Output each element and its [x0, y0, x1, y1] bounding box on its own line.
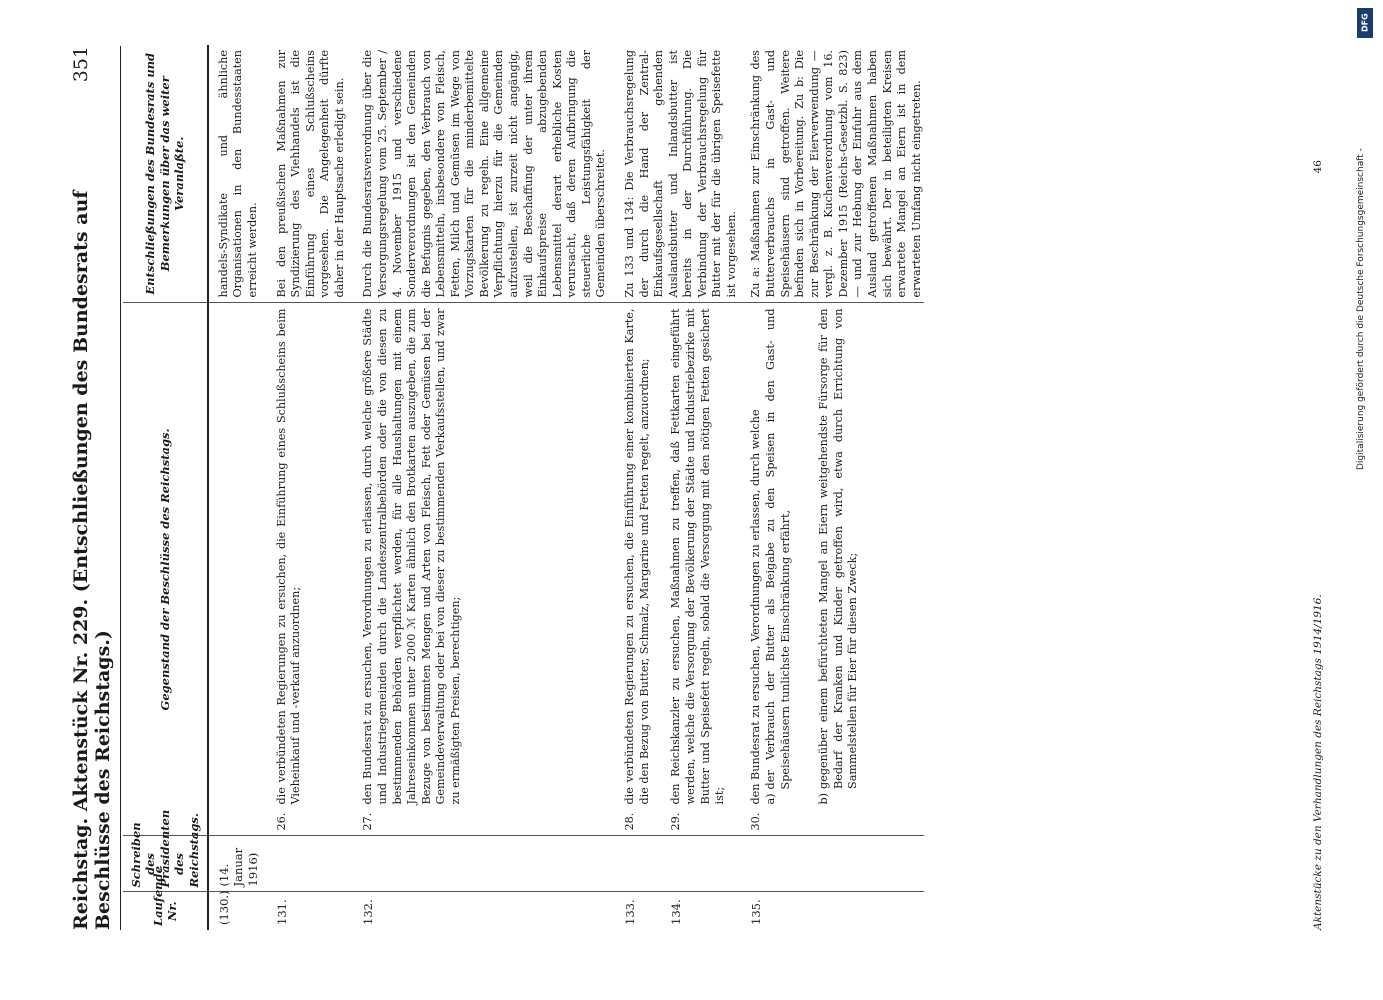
resolution-cell	[739, 303, 924, 836]
table-row	[609, 45, 660, 930]
resolution-text: den Bundesrat zu ersuchen, Verordnungen zu erlassen, durch welche	[749, 409, 763, 805]
resolution-cell	[261, 303, 348, 836]
sub-item-marker: b)	[817, 792, 831, 805]
resolution-number: 27.	[361, 812, 375, 831]
resolution-number: 30.	[749, 812, 763, 831]
resolution-cell	[659, 303, 739, 836]
column-header-letter: Schreiben des Präsidenten des Reichstags.	[123, 836, 208, 892]
resolution-text: die verbündeten Regierungen zu ersuchen, die Einführung einer kombinierten Karte, die den Bezug von Butter, Schmalz, Margarine und Fetten regelt, anzuordnen;	[622, 308, 651, 805]
page-number: 351	[70, 46, 92, 83]
table-row	[261, 45, 348, 930]
sub-item-text: gegenüber einem befürchteten Mangel an Eiern weitgehendste Fürsorge für den Bedarf der Kranken und Kinder getroffen wird, etwa durch Errichtung von Sammelstellen für Eier für diesen Zweck;	[817, 308, 860, 789]
resolution-text: die verbündeten Regierungen zu ersuchen, die Einführung eines Schlußscheins beim Vieheinkauf und -verkauf anzuordnen;	[274, 308, 303, 805]
resolution-cell	[208, 303, 261, 836]
row-number: 134.	[669, 899, 684, 925]
header-rule	[120, 46, 121, 930]
table-row	[208, 45, 261, 930]
resolution-number: 26.	[274, 812, 288, 831]
resolutions-table	[123, 45, 924, 930]
decision-text: Zu 133 und 134: Die Verbrauchsregelung der durch die Hand der Zentral-Einkaufsgesellschaft gehenden Auslandsbutter und Inlandsbutter ist bereits in der Durchführung. Die Verbindung der Verbrauchsregelung für Butter mit der für die übrigen Speisefette ist vorgesehen.	[609, 45, 740, 303]
table-row	[347, 45, 609, 930]
sub-item	[817, 309, 861, 805]
row-number: 132.	[361, 899, 376, 925]
row-number: (130.)	[216, 890, 231, 925]
letter-date	[347, 836, 609, 892]
decision-text: handels-Syndikate und ähnliche Organisationen in den Bundesstaaten erreicht werden.	[208, 45, 261, 303]
page-footer	[1312, 50, 1324, 930]
row-number: 135.	[749, 899, 764, 925]
signature-mark: 46	[1312, 160, 1324, 174]
column-header-decision: Entschließungen des Bundesrats und Bemerkungen über das weiter Veranlaßte.	[123, 45, 208, 303]
running-header	[70, 46, 114, 930]
digitization-credit	[1352, 13, 1382, 920]
credit-text: Digitalisierung gefördert durch die Deutsche Forschungsgemeinschaft -	[1356, 148, 1366, 470]
dfg-logo: DFG	[1357, 8, 1373, 38]
letter-date: (14. Januar 1916)	[208, 836, 261, 892]
resolution-cell	[347, 303, 609, 836]
sub-item-text: der Verbrauch der Butter als Beigabe zu den Speisen in den Gast- und Speisehäusern tunlichste Einschränkung erfährt,	[764, 308, 792, 790]
footer-note: Aktenstücke zu den Verhandlungen des Reichstags 1914/1916.	[1312, 594, 1324, 930]
decision-text: Zu a: Maßnahmen zur Einschränkung des Butterverbrauchs in Gast- und Speisehäusern sind getroffen. Weitere befinden sich in Vorbereitung. Zu b: Die zur Beschränkung der Eierverwendung — vergl. z. B. Kuchenverordnung vom 16. Dezember 1915 (Reichs-Gesetzbl. S. 823) — und zur Hebung der Einfuhr aus dem Ausland getroffenen Maßnahmen haben sich bewährt. Der in beteiligten Kreisen erwartete Mangel an Eiern ist in dem erwarteten Umfang nicht eingetreten.	[739, 45, 924, 303]
letter-date	[261, 836, 348, 892]
resolution-number: 28.	[622, 812, 636, 831]
resolution-text: den Reichskanzler zu ersuchen, Maßnahmen zu treffen, daß Fettkarten eingeführt werden, welche die Versorgung der Bevölkerung der Städte und Industriebezirke mit Butter und Speisefett regeln, sobald die Versorgung mit den nötigen Fetten gesichert ist;	[669, 308, 727, 805]
letter-date	[739, 836, 924, 892]
sub-item-marker: a)	[764, 793, 777, 805]
table-row	[739, 45, 924, 930]
table-header-row	[123, 45, 208, 930]
letter-date	[609, 836, 660, 892]
column-header-subject: Gegenstand der Beschlüsse des Reichstags.	[123, 303, 208, 836]
running-title: Reichstag. Aktenstück Nr. 229. (Entschließungen des Bundesrats auf Beschlüsse des Reichstags.)	[70, 190, 114, 930]
resolution-text: den Bundesrat zu ersuchen, Verordnungen zu erlassen, durch welche größere Städte und Industriegemeinden durch die Landeszentralbehörden oder die von diesen zu bestimmenden Behörden verpflichtet werden, für alle Haushaltungen mit einem Jahreseinkommen unter 2000 ℳ Karten ähnlich den Brotkarten auszugeben, die zum Bezuge von bestimmten Mengen und Arten von Fleisch, Fett oder Gemüsen bei der Gemeindeverwaltung oder bei von dieser zu bestimmenden Verkaufsstellen, und zwar zu ermäßigten Preisen, berechtigen;	[361, 308, 462, 805]
resolution-number: 29.	[669, 812, 683, 831]
letter-date	[659, 836, 739, 892]
resolution-cell	[609, 303, 660, 836]
decision-text: Bei den preußischen Maßnahmen zur Syndizierung des Viehhandels ist die Einführung eines Schlußscheins vorgesehen. Die Angelegenheit dürfte daher in der Hauptsache erledigt sein.	[261, 45, 348, 303]
sub-item	[764, 309, 793, 805]
decision-text: Durch die Bundesratsverordnung über die Versorgungsregelung vom 25. September / 4. November 1915 und verschiedene Sonderverordnungen ist den Gemeinden die Befugnis gegeben, den Verbrauch von Lebensmitteln, insbesondere von Fleisch, Fetten, Milch und Gemüsen im Wege von Vorzugskarten für die minderbemittelte Bevölkerung zu regeln. Eine allgemeine Verpflichtung hierzu für die Gemeinden aufzustellen, ist zurzeit nicht angängig, weil die Beschaffung der unter ihrem Einkaufspreise abzugebenden Lebensmittel derart erhebliche Kosten verursacht, daß deren Aufbringung die steuerliche Leistungsfähigkeit der Gemeinden überschreitet.	[347, 45, 609, 303]
row-number: 131.	[274, 899, 289, 925]
row-number: 133.	[622, 899, 637, 925]
column-header-number: Laufende Nr.	[123, 892, 208, 930]
